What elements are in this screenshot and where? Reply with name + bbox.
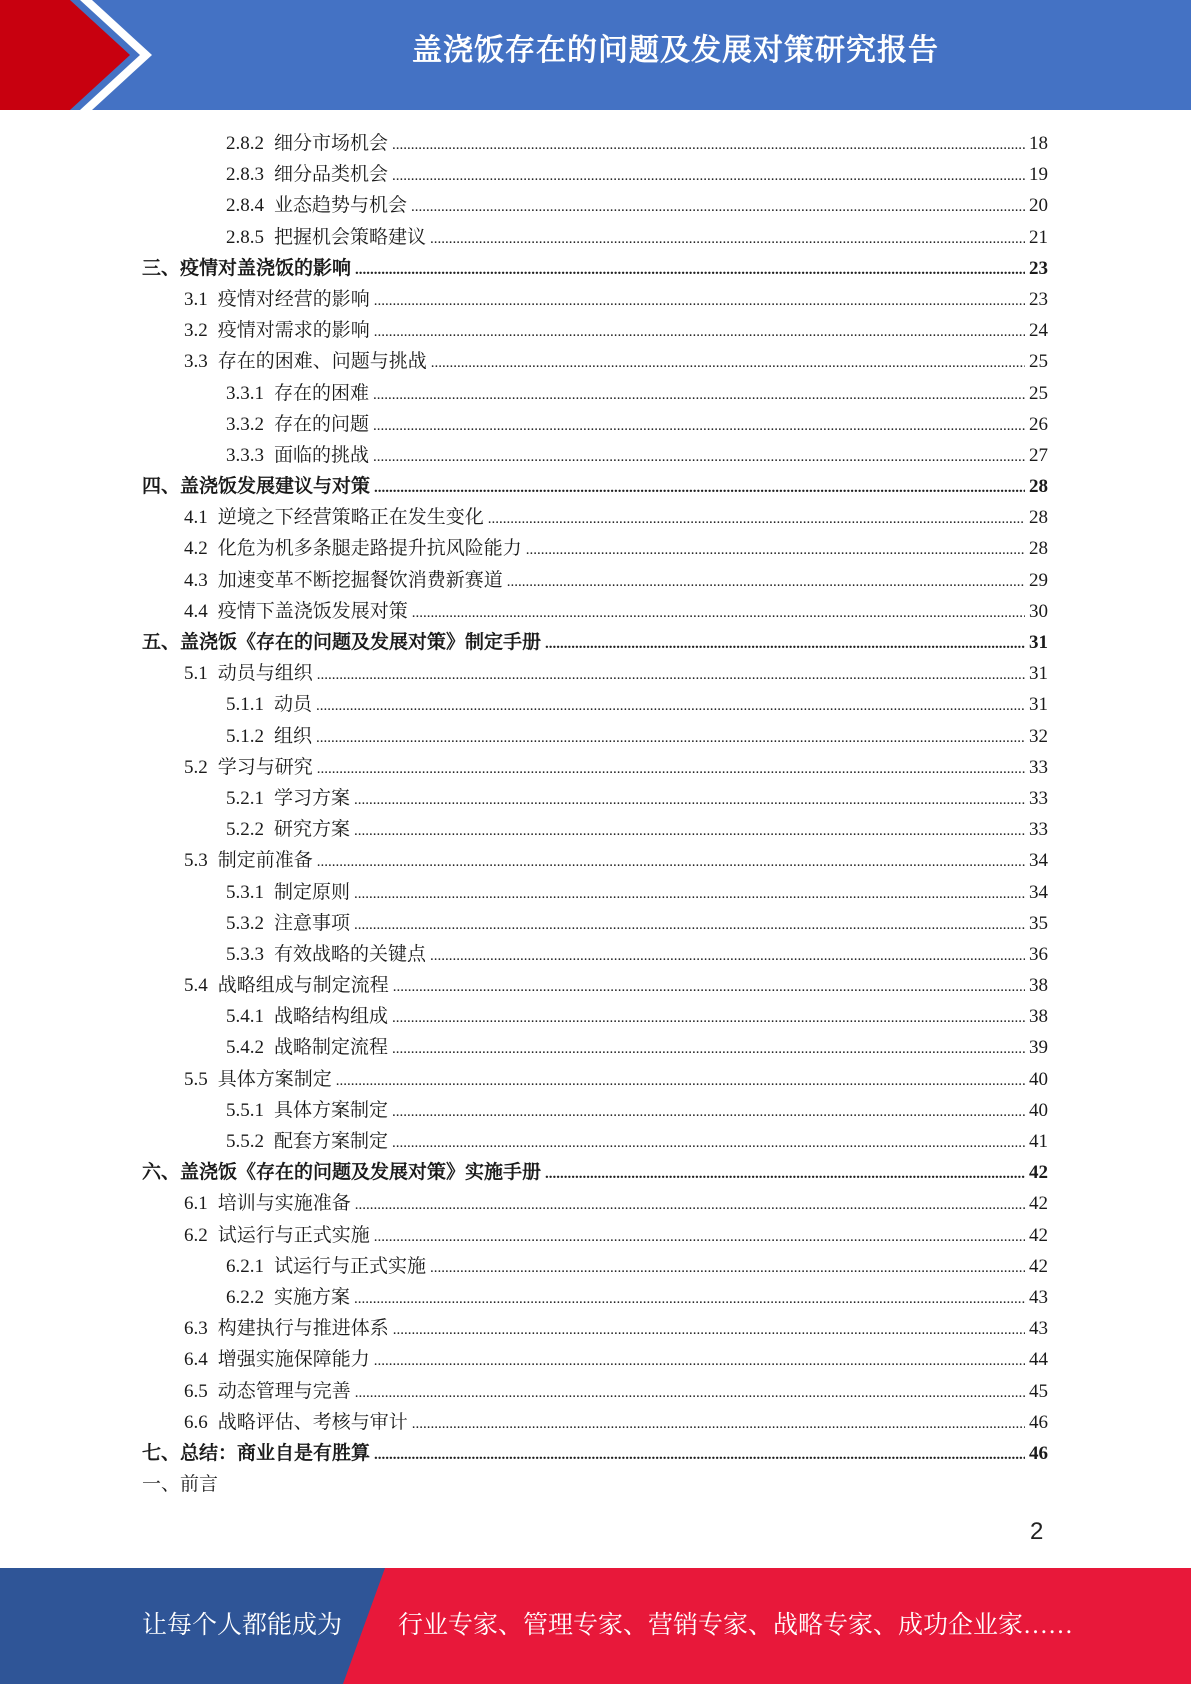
toc-entry[interactable] bbox=[142, 1064, 1048, 1095]
toc-entry[interactable] bbox=[142, 1407, 1048, 1438]
toc-entry-title: 加速变革不断挖掘餐饮消费新赛道 bbox=[217, 569, 503, 591]
toc-entry[interactable] bbox=[142, 1282, 1048, 1313]
toc-entry[interactable] bbox=[142, 596, 1048, 627]
toc-entry-page: 25 bbox=[1029, 351, 1048, 373]
toc-entry-number: 5.2 bbox=[184, 756, 208, 778]
toc-entry-title: 战略组成与制定流程 bbox=[217, 975, 389, 997]
toc-entry[interactable] bbox=[142, 502, 1048, 533]
toc-entry-page: 21 bbox=[1029, 226, 1048, 248]
toc-leader-dots bbox=[354, 823, 1025, 840]
toc-entry-page: 19 bbox=[1029, 164, 1048, 186]
toc-entry-number: 5.3.2 bbox=[226, 912, 264, 934]
toc-entry[interactable] bbox=[142, 346, 1048, 377]
toc-entry-title: 试运行与正式实施 bbox=[274, 1255, 427, 1277]
toc-entry-number: 5.3.3 bbox=[226, 943, 264, 965]
toc-entry[interactable] bbox=[142, 1313, 1048, 1344]
toc-entry-title: 存在的问题 bbox=[274, 413, 370, 435]
toc-leader-dots bbox=[412, 605, 1025, 622]
toc-entry-title: 六、盖浇饭《存在的问题及发展对策》实施手册 bbox=[142, 1162, 542, 1184]
toc-entry[interactable] bbox=[142, 1126, 1048, 1157]
toc-entry-title: 细分市场机会 bbox=[274, 133, 389, 154]
toc-entry-page: 43 bbox=[1029, 1318, 1048, 1340]
body-text-block bbox=[142, 1469, 1048, 1500]
toc-entry-page: 23 bbox=[1029, 288, 1048, 310]
toc-entry-number: 4.2 bbox=[184, 538, 208, 560]
toc-leader-dots bbox=[317, 667, 1025, 684]
toc-entry-page: 35 bbox=[1029, 912, 1048, 934]
toc-entry-page: 32 bbox=[1029, 725, 1048, 747]
toc-entry-number: 3.1 bbox=[184, 288, 208, 310]
toc-entry[interactable] bbox=[142, 159, 1048, 190]
toc-entry-number: 2.8.2 bbox=[226, 133, 264, 154]
toc-entry-number: 6.6 bbox=[184, 1411, 208, 1433]
toc-entry-number: 5.5.1 bbox=[226, 1099, 264, 1121]
toc-entry[interactable] bbox=[142, 1157, 1048, 1188]
toc-entry-page: 42 bbox=[1029, 1255, 1048, 1277]
toc-entry-title: 研究方案 bbox=[274, 819, 351, 841]
toc-entry-page: 31 bbox=[1029, 632, 1048, 653]
toc-entry[interactable] bbox=[142, 627, 1048, 658]
toc-entry[interactable] bbox=[142, 1220, 1048, 1251]
header-chevron-decoration bbox=[0, 0, 160, 110]
toc-entry-number: 5.1.2 bbox=[226, 725, 264, 747]
toc-leader-dots bbox=[526, 542, 1025, 559]
toc-entry-page: 46 bbox=[1029, 1442, 1048, 1464]
toc-entry-page: 42 bbox=[1029, 1224, 1048, 1246]
toc-entry-title: 战略评估、考核与审计 bbox=[217, 1411, 408, 1433]
toc-entry-title: 组织 bbox=[274, 725, 313, 747]
toc-entry-page: 46 bbox=[1029, 1411, 1048, 1433]
toc-entry-title: 存在的困难、问题与挑战 bbox=[217, 351, 427, 373]
toc-leader-dots bbox=[411, 199, 1025, 216]
page-number: 2 bbox=[1030, 1518, 1044, 1545]
toc-leader-dots bbox=[373, 418, 1025, 435]
toc-entry[interactable] bbox=[142, 845, 1048, 876]
toc-entry-title: 实施方案 bbox=[274, 1286, 351, 1308]
toc-entry-number: 6.3 bbox=[184, 1318, 208, 1340]
toc-entry-page: 36 bbox=[1029, 943, 1048, 965]
toc-leader-dots bbox=[354, 886, 1025, 903]
toc-leader-dots bbox=[374, 324, 1025, 341]
footer-slogan-right: 行业专家、管理专家、营销专家、战略专家、成功企业家…… bbox=[398, 1612, 1074, 1639]
toc-entry-title: 逆境之下经营策略正在发生变化 bbox=[217, 507, 484, 529]
toc-entry-page: 18 bbox=[1029, 133, 1048, 154]
toc-entry-page: 33 bbox=[1029, 819, 1048, 841]
toc-leader-dots bbox=[392, 1010, 1025, 1027]
toc-entry[interactable] bbox=[142, 378, 1048, 409]
toc-leader-dots bbox=[373, 449, 1025, 466]
toc-entry[interactable] bbox=[142, 752, 1048, 783]
toc-entry-page: 30 bbox=[1029, 600, 1048, 622]
toc-entry-title: 业态趋势与机会 bbox=[274, 195, 408, 217]
toc-leader-dots bbox=[393, 979, 1025, 996]
toc-entry-page: 34 bbox=[1029, 850, 1048, 872]
toc-entry-page: 38 bbox=[1029, 975, 1048, 997]
toc-entry[interactable] bbox=[142, 1251, 1048, 1282]
toc-entry-title: 增强实施保障能力 bbox=[217, 1349, 370, 1371]
toc-leader-dots bbox=[430, 231, 1025, 248]
toc-entry[interactable] bbox=[142, 658, 1048, 689]
toc-leader-dots bbox=[374, 293, 1025, 310]
toc-entry-page: 26 bbox=[1029, 413, 1048, 435]
toc-leader-dots bbox=[392, 168, 1025, 185]
toc-entry-number: 6.2 bbox=[184, 1224, 208, 1246]
toc-leader-dots bbox=[336, 1073, 1025, 1090]
toc-entry[interactable] bbox=[142, 533, 1048, 564]
toc-entry-number: 5.3 bbox=[184, 850, 208, 872]
toc-entry-page: 34 bbox=[1029, 881, 1048, 903]
toc-entry[interactable] bbox=[142, 877, 1048, 908]
toc-entry-page: 28 bbox=[1029, 538, 1048, 560]
toc-entry-page: 45 bbox=[1029, 1380, 1048, 1402]
toc-entry[interactable] bbox=[142, 1001, 1048, 1032]
toc-entry-title: 五、盖浇饭《存在的问题及发展对策》制定手册 bbox=[142, 632, 542, 653]
toc-entry[interactable] bbox=[142, 783, 1048, 814]
toc-entry-title: 学习与研究 bbox=[217, 756, 313, 778]
toc-entry-title: 制定前准备 bbox=[217, 850, 313, 872]
toc-entry-title: 四、盖浇饭发展建议与对策 bbox=[142, 476, 371, 498]
toc-leader-dots bbox=[392, 1104, 1025, 1121]
toc-entry-number: 3.2 bbox=[184, 320, 208, 342]
toc-leader-dots bbox=[374, 480, 1025, 497]
toc-entry-title: 疫情下盖浇饭发展对策 bbox=[217, 600, 408, 622]
toc-entry[interactable] bbox=[142, 721, 1048, 752]
toc-entry-title: 存在的困难 bbox=[274, 382, 370, 404]
toc-entry-page: 39 bbox=[1029, 1037, 1048, 1059]
toc-leader-dots bbox=[374, 1229, 1025, 1246]
toc-entry-page: 23 bbox=[1029, 257, 1048, 279]
toc-entry[interactable] bbox=[142, 908, 1048, 939]
toc-entry-number: 5.4.2 bbox=[226, 1037, 264, 1059]
toc-leader-dots bbox=[392, 137, 1025, 154]
toc-entry-number: 5.1 bbox=[184, 663, 208, 685]
toc-entry-number: 6.1 bbox=[184, 1193, 208, 1215]
toc-leader-dots bbox=[393, 1322, 1025, 1339]
toc-entry-page: 42 bbox=[1029, 1193, 1048, 1215]
toc-entry-number: 5.5.2 bbox=[226, 1131, 264, 1152]
footer-slogan-left: 让每个人都能成为 bbox=[142, 1612, 343, 1639]
toc-leader-dots bbox=[374, 1353, 1025, 1370]
toc-entry-title: 构建执行与推进体系 bbox=[217, 1318, 389, 1340]
toc-entry-title: 配套方案制定 bbox=[274, 1131, 389, 1152]
toc-entry-number: 5.5 bbox=[184, 1068, 208, 1090]
toc-entry-page: 20 bbox=[1029, 195, 1048, 217]
toc-entry-title: 注意事项 bbox=[274, 912, 351, 934]
report-title: 盖浇饭存在的问题及发展对策研究报告 bbox=[412, 33, 939, 68]
toc-entry[interactable] bbox=[142, 128, 1048, 159]
toc-entry-title: 七、总结：商业自是有胜算 bbox=[142, 1442, 371, 1464]
toc-entry[interactable] bbox=[142, 689, 1048, 720]
toc-entry[interactable] bbox=[142, 222, 1048, 253]
toc-entry-number: 6.5 bbox=[184, 1380, 208, 1402]
toc-leader-dots bbox=[392, 1041, 1025, 1058]
toc-entry-title: 试运行与正式实施 bbox=[217, 1224, 370, 1246]
toc-leader-dots bbox=[317, 761, 1025, 778]
toc-entry[interactable] bbox=[142, 1032, 1048, 1063]
toc-entry-page: 31 bbox=[1029, 694, 1048, 716]
toc-entry[interactable] bbox=[142, 253, 1048, 284]
toc-entry-number: 5.3.1 bbox=[226, 881, 264, 903]
toc-entry-title: 三、疫情对盖浇饭的影响 bbox=[142, 257, 352, 279]
toc-entry-page: 42 bbox=[1029, 1162, 1048, 1184]
toc-entry-title: 疫情对经营的影响 bbox=[217, 288, 370, 310]
table-of-contents bbox=[142, 128, 1048, 1469]
toc-entry[interactable] bbox=[142, 190, 1048, 221]
toc-entry-page: 40 bbox=[1029, 1099, 1048, 1121]
toc-entry-title: 战略制定流程 bbox=[274, 1037, 389, 1059]
toc-leader-dots bbox=[430, 948, 1025, 965]
toc-entry[interactable] bbox=[142, 970, 1048, 1001]
toc-entry-page: 28 bbox=[1029, 507, 1048, 529]
toc-entry-title: 疫情对需求的影响 bbox=[217, 320, 370, 342]
toc-entry-page: 28 bbox=[1029, 476, 1048, 498]
toc-entry-title: 培训与实施准备 bbox=[217, 1193, 351, 1215]
toc-entry[interactable] bbox=[142, 284, 1048, 315]
toc-leader-dots bbox=[316, 698, 1025, 715]
toc-entry-page: 25 bbox=[1029, 382, 1048, 404]
toc-leader-dots bbox=[355, 1385, 1025, 1402]
toc-entry-title: 动员 bbox=[274, 694, 313, 716]
toc-entry[interactable] bbox=[142, 1344, 1048, 1375]
toc-leader-dots bbox=[317, 854, 1025, 871]
toc-entry-number: 5.1.1 bbox=[226, 694, 264, 716]
toc-entry-page: 41 bbox=[1029, 1131, 1048, 1152]
toc-entry-number: 2.8.5 bbox=[226, 226, 264, 248]
toc-entry-number: 6.2.1 bbox=[226, 1255, 264, 1277]
page-header bbox=[0, 0, 1191, 110]
page-footer bbox=[0, 1568, 1191, 1684]
toc-entry-title: 动员与组织 bbox=[217, 663, 313, 685]
toc-leader-dots bbox=[431, 355, 1025, 372]
toc-entry-page: 43 bbox=[1029, 1286, 1048, 1308]
toc-entry-title: 动态管理与完善 bbox=[217, 1380, 351, 1402]
toc-entry-number: 5.2.1 bbox=[226, 787, 264, 809]
toc-entry[interactable] bbox=[142, 939, 1048, 970]
toc-entry-number: 3.3.1 bbox=[226, 382, 264, 404]
toc-entry-number: 4.4 bbox=[184, 600, 208, 622]
toc-entry-title: 具体方案制定 bbox=[274, 1099, 389, 1121]
toc-entry-number: 3.3 bbox=[184, 351, 208, 373]
toc-entry[interactable] bbox=[142, 565, 1048, 596]
toc-leader-dots bbox=[373, 387, 1025, 404]
toc-entry-page: 33 bbox=[1029, 787, 1048, 809]
toc-entry[interactable] bbox=[142, 1438, 1048, 1469]
toc-leader-dots bbox=[430, 1260, 1025, 1277]
toc-entry-number: 3.3.3 bbox=[226, 444, 264, 466]
toc-entry-page: 38 bbox=[1029, 1006, 1048, 1028]
toc-entry[interactable] bbox=[142, 1188, 1048, 1219]
toc-entry-number: 5.2.2 bbox=[226, 819, 264, 841]
toc-entry[interactable] bbox=[142, 409, 1048, 440]
toc-entry[interactable] bbox=[142, 471, 1048, 502]
toc-entry-page: 44 bbox=[1029, 1349, 1048, 1371]
toc-entry-number: 5.4.1 bbox=[226, 1006, 264, 1028]
toc-entry-page: 31 bbox=[1029, 663, 1048, 685]
toc-entry-number: 2.8.4 bbox=[226, 195, 264, 217]
toc-entry[interactable] bbox=[142, 315, 1048, 346]
toc-leader-dots bbox=[412, 1416, 1025, 1433]
toc-entry-number: 2.8.3 bbox=[226, 164, 264, 186]
toc-entry-number: 3.3.2 bbox=[226, 413, 264, 435]
toc-leader-dots bbox=[355, 1197, 1025, 1214]
toc-entry-number: 5.4 bbox=[184, 975, 208, 997]
toc-entry-page: 33 bbox=[1029, 756, 1048, 778]
toc-entry-number: 4.3 bbox=[184, 569, 208, 591]
toc-leader-dots bbox=[316, 730, 1025, 747]
toc-entry[interactable] bbox=[142, 440, 1048, 471]
toc-entry[interactable] bbox=[142, 1376, 1048, 1407]
toc-entry-page: 40 bbox=[1029, 1068, 1048, 1090]
toc-leader-dots bbox=[507, 574, 1025, 591]
toc-entry-title: 有效战略的关键点 bbox=[274, 943, 427, 965]
toc-leader-dots bbox=[354, 1291, 1025, 1308]
section-heading-preface: 一、前言 bbox=[142, 1474, 219, 1495]
toc-entry-number: 4.1 bbox=[184, 507, 208, 529]
toc-entry-title: 学习方案 bbox=[274, 787, 351, 809]
toc-entry-title: 细分品类机会 bbox=[274, 164, 389, 186]
toc-entry-title: 把握机会策略建议 bbox=[274, 226, 427, 248]
toc-leader-dots bbox=[392, 1135, 1025, 1152]
toc-entry-title: 化危为机多条腿走路提升抗风险能力 bbox=[217, 538, 522, 560]
toc-entry-title: 具体方案制定 bbox=[217, 1068, 332, 1090]
toc-entry-number: 6.2.2 bbox=[226, 1286, 264, 1308]
toc-entry-number: 6.4 bbox=[184, 1349, 208, 1371]
toc-leader-dots bbox=[545, 1166, 1025, 1183]
toc-entry-page: 24 bbox=[1029, 320, 1048, 342]
toc-entry-page: 29 bbox=[1029, 569, 1048, 591]
toc-entry-title: 制定原则 bbox=[274, 881, 351, 903]
toc-leader-dots bbox=[374, 1447, 1025, 1464]
toc-entry-page: 27 bbox=[1029, 444, 1048, 466]
toc-leader-dots bbox=[354, 792, 1025, 809]
toc-leader-dots bbox=[355, 262, 1025, 279]
toc-leader-dots bbox=[488, 511, 1025, 528]
toc-entry-title: 面临的挑战 bbox=[274, 444, 370, 466]
toc-leader-dots bbox=[545, 636, 1025, 653]
toc-entry[interactable] bbox=[142, 1095, 1048, 1126]
toc-entry-title: 战略结构组成 bbox=[274, 1006, 389, 1028]
toc-entry[interactable] bbox=[142, 814, 1048, 845]
toc-leader-dots bbox=[354, 917, 1025, 934]
